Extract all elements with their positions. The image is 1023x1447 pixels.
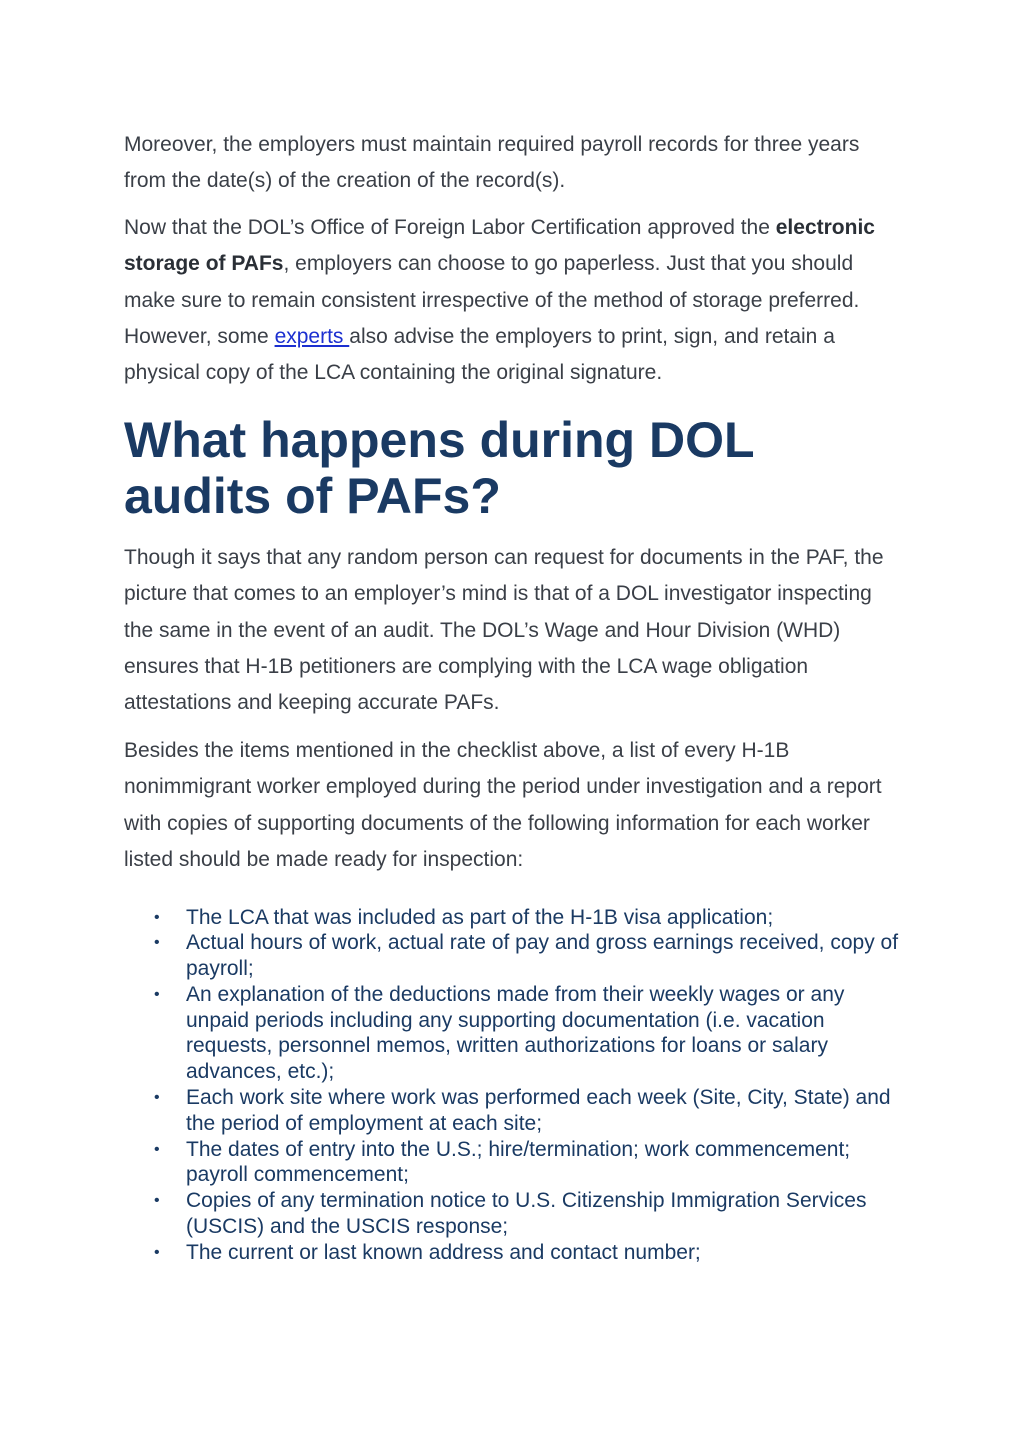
electronic-storage-bold: electronic storage of PAFs [124,215,875,276]
paragraph-audit-intro: Though it says that any random person can request for documents in the PAF, the picture that comes to an employer’s mind is that of a DOL investigator inspecting the same in the event of an audit. The DOL’s Wage and Hour Division (WHD) ensures that H-1B petitioners are complying with the LCA wage obligation attestations and keeping accurate PAFs. [124,545,884,715]
checklist-item [154,982,904,1085]
paragraph-electronic-storage-text-c: also advise the employers to print, sign, and retain a physical copy of the LCA containing the original signature. [124,325,835,385]
section-heading: What happens during DOL audits of PAFs? [124,411,754,524]
checklist-item [154,1188,904,1240]
checklist-item [154,1085,904,1137]
paragraph-payroll-records: Moreover, the employers must maintain required payroll records for three years from the date(s) of the creation of the record(s). [124,133,860,193]
bullet-icon: • [154,908,160,926]
checklist-item-text: The dates of entry into the U.S.; hire/termination; work commencement; payroll commencement; [186,1137,851,1187]
experts-link[interactable]: experts [274,325,350,349]
paragraph-electronic-storage [124,210,904,392]
checklist-item-text: An explanation of the deductions made from their weekly wages or any unpaid periods including any supporting documentation (i.e. vacation requests, personnel memos, written authorizations for loans or salary advances, etc.); [186,982,845,1084]
checklist-item-text: Each work site where work was performed each week (Site, City, State) and the period of employment at each site; [186,1086,891,1135]
checklist-item [154,1240,904,1266]
checklist-item [154,930,904,982]
bullet-icon: • [154,1243,160,1261]
bullet-icon: • [154,1192,160,1210]
inspection-checklist [124,905,904,1266]
checklist-item [154,905,904,931]
checklist-item-text: Copies of any termination notice to U.S. Citizenship Immigration Services (USCIS) and the USCIS response; [186,1189,867,1239]
checklist-item-text: The LCA that was included as part of the H-1B visa application; [186,905,774,929]
paragraph-electronic-storage-text-b: , employers can choose to go paperless. Just that you should make sure to remain consistent irrespective of the method of storage preferred. However, some [124,252,860,349]
document-page [124,127,904,1266]
bullet-icon: • [154,1089,160,1107]
checklist-item-text: The current or last known address and contact number; [186,1240,701,1264]
bullet-icon: • [154,985,160,1003]
paragraph-electronic-storage-text-a: Now that the DOL’s Office of Foreign Labor Certification approved the [124,215,776,239]
checklist-item-text: Actual hours of work, actual rate of pay and gross earnings received, copy of payroll; [186,931,899,981]
checklist-item [154,1137,904,1189]
paragraph-inspection-list: Besides the items mentioned in the checklist above, a list of every H-1B nonimmigrant worker employed during the period under investigation and a report with copies of supporting documents of the following information for each worker listed should be made ready for inspection: [124,738,882,872]
bullet-icon: • [154,934,160,952]
bullet-icon: • [154,1140,160,1158]
